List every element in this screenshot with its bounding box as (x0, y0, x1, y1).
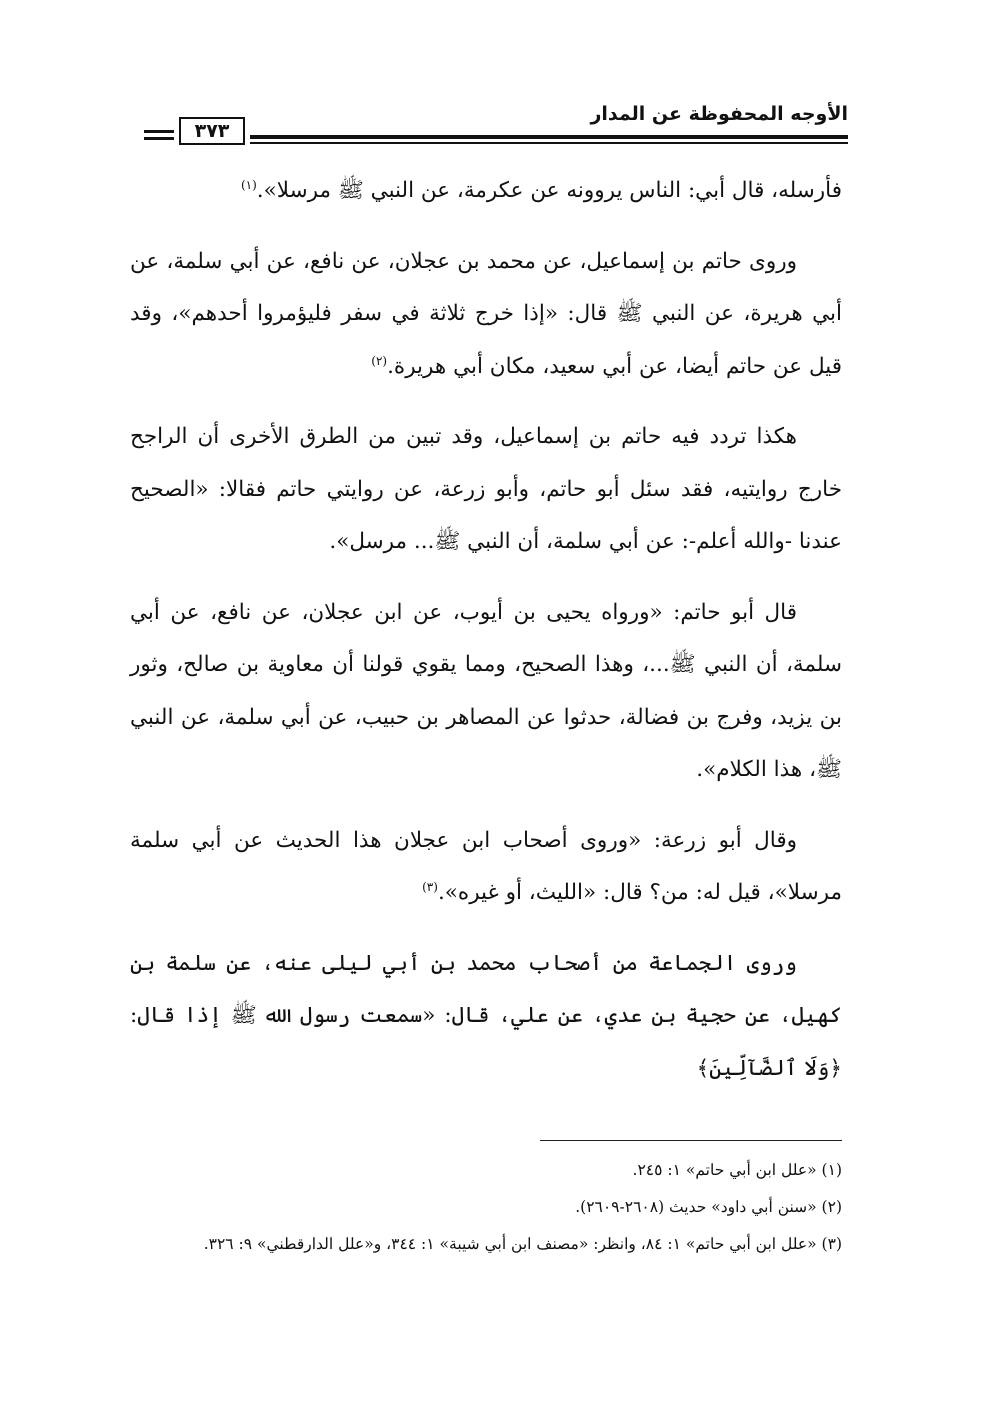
paragraph-5: وقال أبو زرعة: «وروى أصحاب ابن عجلان هذا الحديث عن أبي سلمة مرسلا»، قيل له: من؟ قال: «الليث، أو غيره».$^{(٣)}$ (130, 827, 842, 905)
footnote-1: (١) «علل ابن أبي حاتم» ١: ٢٤٥. (632, 1161, 842, 1179)
paragraph-4: قال أبو حاتم: «ورواه يحيى بن أيوب، عن ابن عجلان، عن نافع، عن أبي سلمة، أن النبي ﷺ...، وهذا الصحيح، ومما يقوي قولنا أن معاوية بن صالح، وثور بن يزيد، وفرج بن فضالة، حدثوا عن المصاهر بن حبيب، عن أبي سلمة، عن النبي ﷺ، هذا الكلام». (130, 599, 842, 782)
paragraph-1: فأرسله، قال أبي: الناس يروونه عن عكرمة، عن النبي ﷺ مرسلا».$^{(١)}$ (240, 177, 842, 203)
footnote-ref-2: (٢) (371, 353, 388, 368)
footnote-separator (540, 1140, 842, 1141)
footnotes (120, 1160, 842, 1271)
footnote-2: (٢) «سنن أبي داود» حديث (٢٦٠٨-٢٦٠٩). (575, 1198, 842, 1216)
footnote-3: (٣) «علل ابن أبي حاتم» ١: ٨٤، وانظر: «مصنف ابن أبي شيبة» ١: ٣٤٤، و«علل الدارقطني» ٩: ٣٢٦. (203, 1235, 842, 1253)
header-title: الأوجه المحفوظة عن المدار (590, 103, 848, 125)
header-rule-thick (250, 135, 848, 139)
footnote-ref-1: (١) (240, 177, 257, 192)
paragraph-3: هكذا تردد فيه حاتم بن إسماعيل، وقد تبين من الطرق الأخرى أن الراجح خارج روايتيه، فقد سئل أبو حاتم، وأبو زرعة، عن روايتي حاتم فقالا: «الصحيح عندنا -والله أعلم-: عن أبي سلمة، أن النبي ﷺ... مرسل». (130, 424, 842, 554)
paragraph-2: وروى حاتم بن إسماعيل، عن محمد بن عجلان، عن نافع، عن أبي سلمة، عن أبي هريرة، عن النبي ﷺ قال: «إذا خرج ثلاثة في سفر فليؤمروا أحدهم»، وقد قيل عن حاتم أيضا، عن أبي سعيد، مكان أبي هريرة.$^{(٢)}$ (130, 248, 842, 379)
page-number-dash-top (144, 130, 174, 133)
page-number: ٣٧٣ (179, 117, 245, 145)
running-header (148, 95, 848, 155)
page-number-dash-bottom (144, 137, 174, 140)
paragraph-6: وروى الجماعة من أصحاب محمد بن أبي ليلى عنه، عن سلمة بن كهيل، عن حجية بن عدي، عن علي، قال: «سمعت رسول الله ﷺ إذا قال: ﴿وَلَا ٱلضَّآلِّينَ﴾ (130, 950, 842, 1081)
footnote-ref-3: (٣) (422, 879, 438, 894)
main-text (130, 165, 842, 1113)
header-rule-thin (250, 142, 848, 144)
